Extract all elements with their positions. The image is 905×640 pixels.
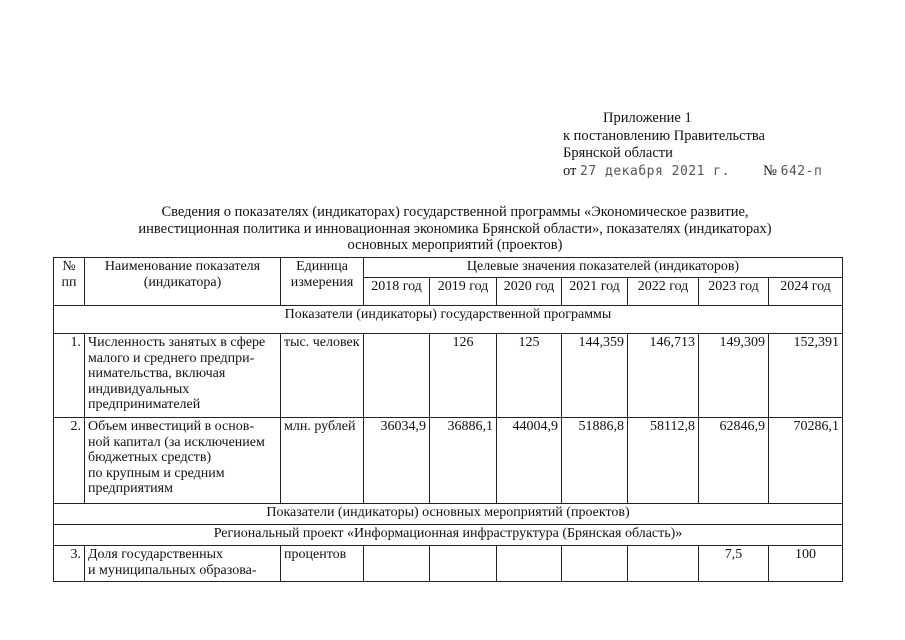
name-header: [85, 258, 281, 306]
year-header: 2020 год: [497, 278, 562, 306]
value-cell: 44004,9: [497, 418, 562, 504]
value-cell: 51886,8: [562, 418, 628, 504]
year-header: 2021 год: [562, 278, 628, 306]
table-row: [54, 334, 843, 418]
number-prefix: №: [763, 162, 778, 179]
name-header-line2: (индикатора): [143, 274, 222, 290]
targets-header: Целевые значения показателей (индикаторов): [364, 258, 843, 278]
value-cell: [562, 546, 628, 582]
value-cell: 144,359: [562, 334, 628, 418]
row-number: 2.: [54, 418, 85, 504]
num-header-line1: №: [62, 259, 76, 274]
name-header-line1: Наименование показателя: [104, 259, 261, 274]
indicators-table: [53, 257, 843, 582]
unit-header-line2: измерения: [290, 274, 354, 290]
year-header: 2024 год: [769, 278, 843, 306]
value-cell: [364, 334, 430, 418]
number-value: 642-п: [780, 163, 823, 179]
date-prefix: от: [563, 162, 577, 179]
table-row: [54, 546, 843, 582]
title-line-1: Сведения о показателях (индикаторах) государственной программы «Экономическое развитие,: [161, 204, 749, 220]
value-cell: 149,309: [699, 334, 769, 418]
unit-cell: процентов: [281, 546, 364, 582]
document-title: [100, 204, 810, 254]
year-header: 2019 год: [430, 278, 497, 306]
resolution-line: к постановлению Правительства: [563, 127, 765, 144]
value-cell: 146,713: [628, 334, 699, 418]
value-cell: [497, 546, 562, 582]
unit-cell: млн. рублей: [281, 418, 364, 504]
indicator-name: Объем инвестиций в основ- ной капитал (за исключением бюджетных средств) по крупным и средним предприятиям: [85, 418, 281, 504]
indicator-name: Численность занятых в сфере малого и среднего предпри- нимательства, включая индивидуальных предпринимателей: [85, 334, 281, 418]
unit-cell: тыс. человек: [281, 334, 364, 418]
date-value: 27 декабря 2021 г.: [580, 163, 730, 179]
value-cell: 36034,9: [364, 418, 430, 504]
year-header: 2023 год: [699, 278, 769, 306]
row-number: 1.: [54, 334, 85, 418]
value-cell: 126: [430, 334, 497, 418]
section-activity-indicators: Показатели (индикаторы) основных мероприятий (проектов): [54, 504, 843, 525]
table-row: [54, 418, 843, 504]
region-line: Брянской области: [563, 145, 673, 161]
unit-header-line1: Единица: [296, 259, 348, 274]
row-number: 3.: [54, 546, 85, 582]
date-number-line: [563, 163, 893, 181]
title-line-3: основных мероприятий (проектов): [347, 237, 563, 253]
value-cell: [430, 546, 497, 582]
value-cell: 152,391: [769, 334, 843, 418]
value-cell: 100: [769, 546, 843, 582]
value-cell: [628, 546, 699, 582]
value-cell: 7,5: [699, 546, 769, 582]
indicator-name: Доля государственных и муниципальных образова-: [85, 546, 281, 582]
unit-header: [281, 258, 364, 306]
value-cell: 62846,9: [699, 418, 769, 504]
value-cell: 36886,1: [430, 418, 497, 504]
num-header: [54, 258, 85, 306]
value-cell: 70286,1: [769, 418, 843, 504]
section-regional-project: Региональный проект «Информационная инфраструктура (Брянская область)»: [54, 525, 843, 546]
appendix-label: Приложение 1: [603, 110, 692, 126]
title-line-2: инвестиционная политика и инновационная экономика Брянской области», показателях (индикаторах): [138, 220, 772, 237]
approval-block: [563, 110, 893, 180]
value-cell: [364, 546, 430, 582]
value-cell: 125: [497, 334, 562, 418]
value-cell: 58112,8: [628, 418, 699, 504]
section-program-indicators: Показатели (индикаторы) государственной программы: [54, 306, 843, 334]
num-header-line2: пп: [61, 274, 77, 290]
year-header: 2022 год: [628, 278, 699, 306]
year-header: 2018 год: [364, 278, 430, 306]
